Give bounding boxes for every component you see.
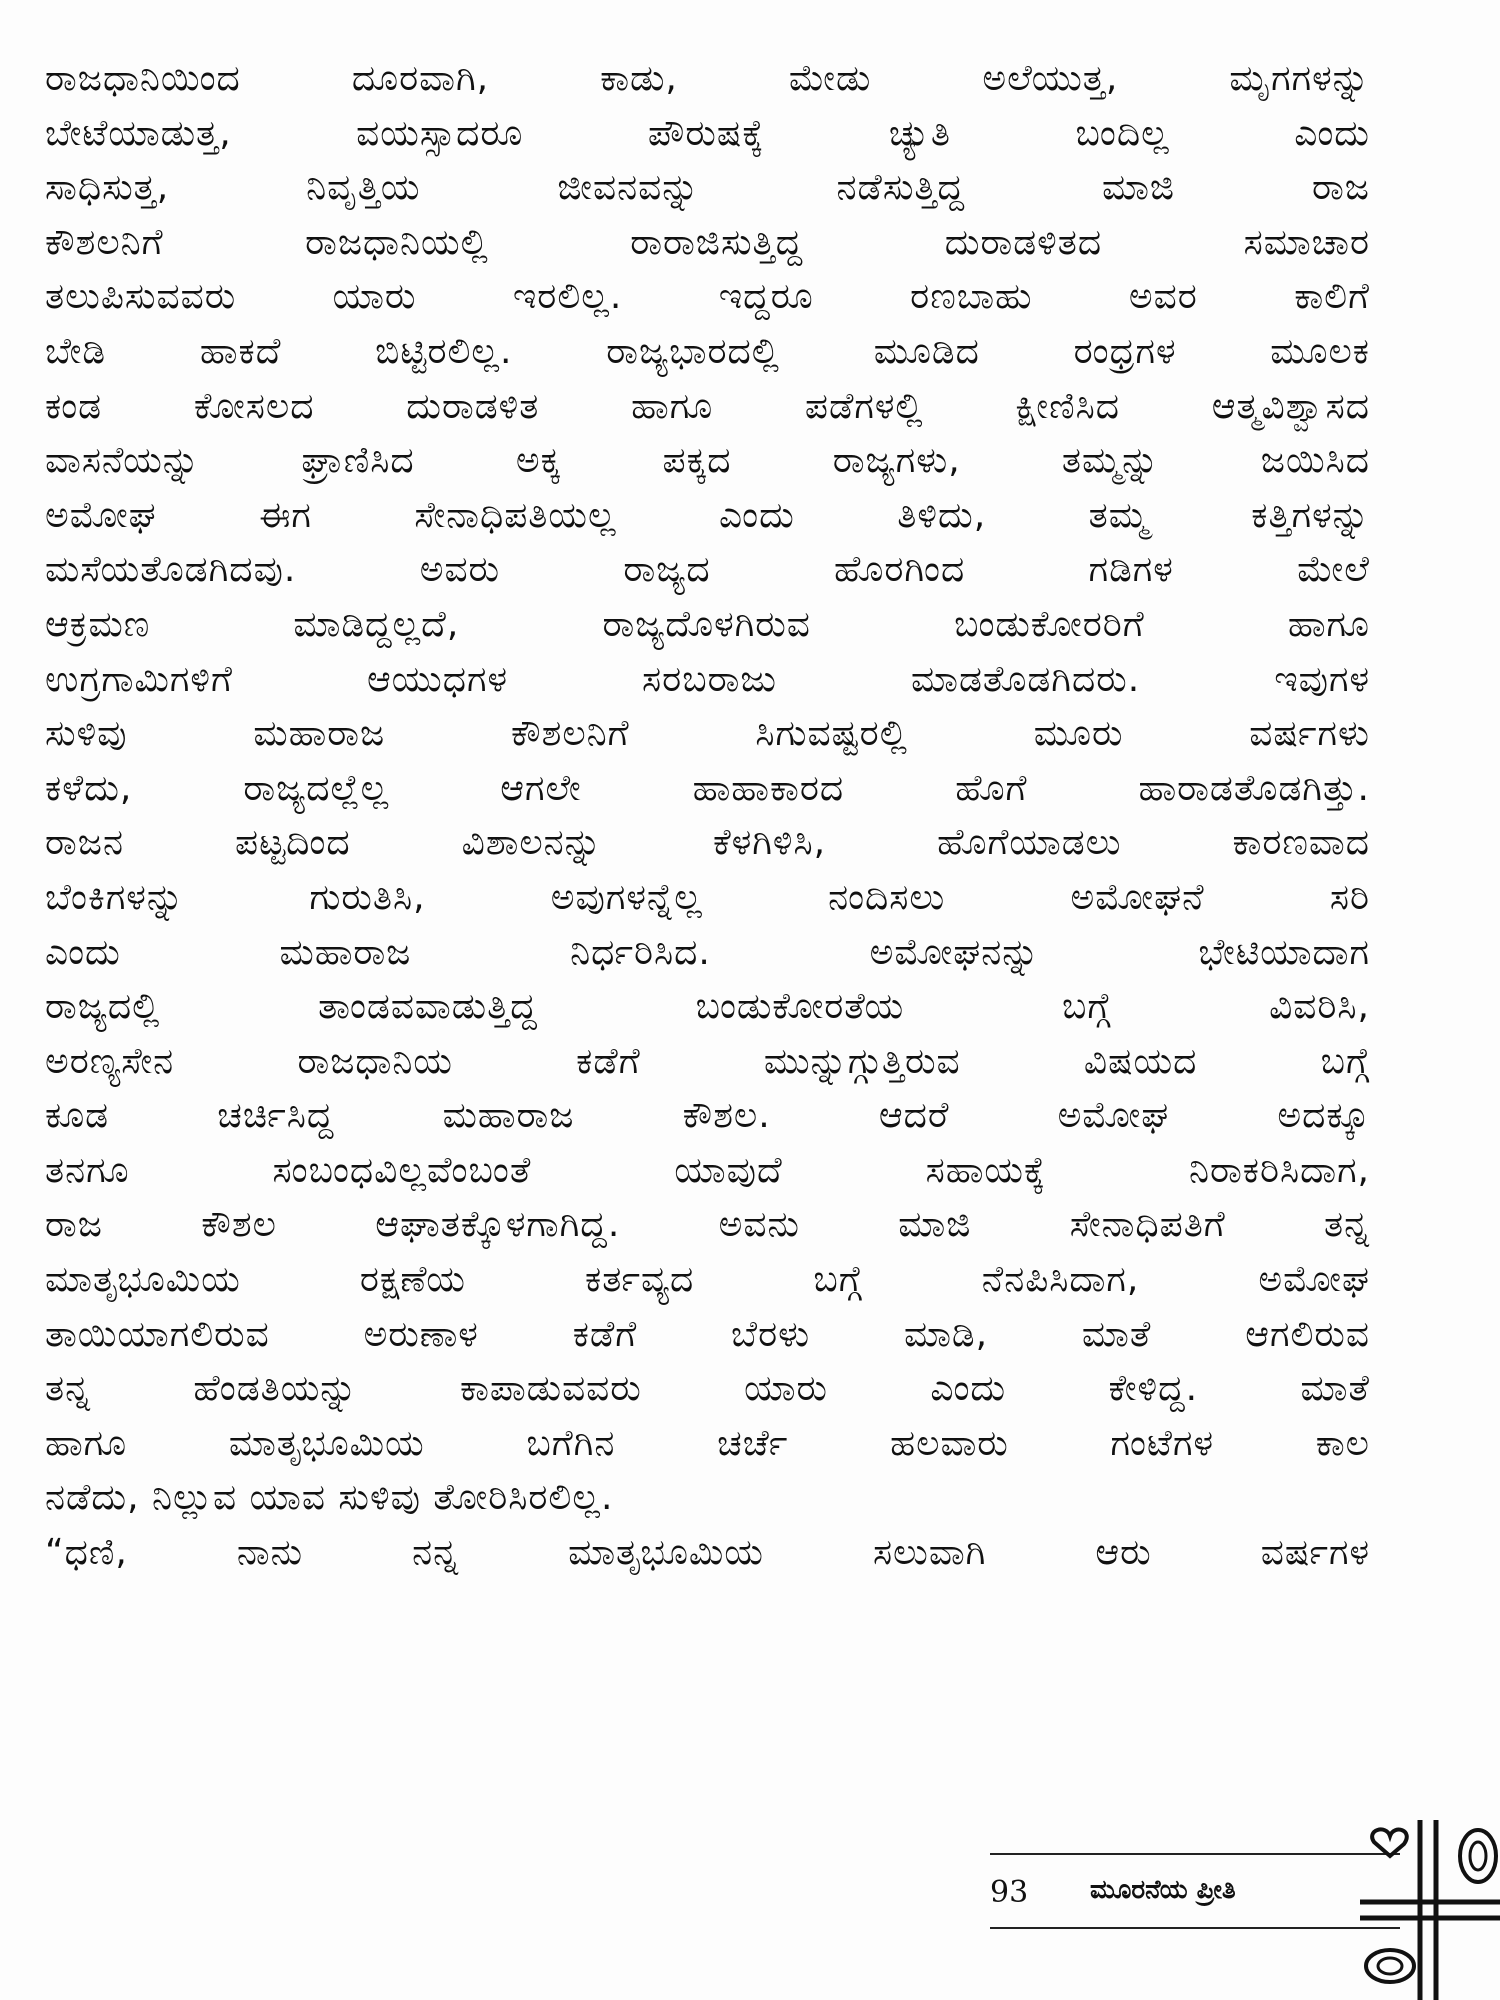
running-title: ಮೂರನೆಯ ಪ್ರೀತಿ	[1090, 1875, 1236, 1905]
text-line: ಆಕ್ರಮಣ ಮಾಡಿದ್ದಲ್ಲದೆ, ರಾಜ್ಯದೊಳಗಿರುವ ಬಂಡುಕೋರರಿಗೆ ಹಾಗೂ	[45, 603, 1370, 645]
text-line: ತನ್ನ ಹೆಂಡತಿಯನ್ನು ಕಾಪಾಡುವವರು ಯಾರು ಎಂದು ಕೇಳಿದ್ದ. ಮಾತೆ	[45, 1368, 1370, 1410]
text-line: ರಾಜ ಕೌಶಲ ಆಘಾತಕ್ಕೊಳಗಾಗಿದ್ದ. ಅವನು ಮಾಜಿ ಸೇನಾಧಿಪತಿಗೆ ತನ್ನ	[45, 1204, 1370, 1246]
text-line: ನಡೆದು, ನಿಲ್ಲುವ ಯಾವ ಸುಳಿವು ತೋರಿಸಿರಲಿಲ್ಲ.	[45, 1477, 614, 1519]
text-line: ಬೇಡಿ ಹಾಕದೆ ಬಿಟ್ಟಿರಲಿಲ್ಲ. ರಾಜ್ಯಭಾರದಲ್ಲಿ ಮೂಡಿದ ರಂಧ್ರಗಳ ಮೂಲಕ	[45, 330, 1370, 372]
text-line: ಬೆಂಕಿಗಳನ್ನು ಗುರುತಿಸಿ, ಅವುಗಳನ್ನೆಲ್ಲ ನಂದಿಸಲು ಅಮೋಘನೆ ಸರಿ	[45, 876, 1370, 918]
text-line: ರಾಜನ ಪಟ್ಟದಿಂದ ವಿಶಾಲನನ್ನು ಕೆಳಗಿಳಿಸಿ, ಹೊಗೆಯಾಡಲು ಕಾರಣವಾದ	[45, 822, 1370, 864]
text-line: ಅರಣ್ಯಸೇನ ರಾಜಧಾನಿಯ ಕಡೆಗೆ ಮುನ್ನುಗ್ಗುತ್ತಿರುವ ವಿಷಯದ ಬಗ್ಗೆ	[45, 1040, 1370, 1082]
text-line: ತಲುಪಿಸುವವರು ಯಾರು ಇರಲಿಲ್ಲ. ಇದ್ದರೂ ರಣಬಾಹು ಅವರ ಕಾಲಿಗೆ	[45, 276, 1370, 318]
text-line: ಬೇಟೆಯಾಡುತ್ತ, ವಯಸ್ಸಾದರೂ ಪೌರುಷಕ್ಕೆ ಚ್ಯುತಿ ಬಂದಿಲ್ಲ ಎಂದು	[45, 112, 1370, 154]
text-line: ಕಳೆದು, ರಾಜ್ಯದಲ್ಲೆಲ್ಲ ಆಗಲೇ ಹಾಹಾಕಾರದ ಹೊಗೆ ಹಾರಾಡತೊಡಗಿತ್ತು.	[45, 767, 1370, 809]
page-number: 93	[990, 1875, 1029, 1910]
text-line: ಸುಳಿವು ಮಹಾರಾಜ ಕೌಶಲನಿಗೆ ಸಿಗುವಷ್ಟರಲ್ಲಿ ಮೂರು ವರ್ಷಗಳು	[45, 713, 1370, 755]
text-line: ರಾಜ್ಯದಲ್ಲಿ ತಾಂಡವವಾಡುತ್ತಿದ್ದ ಬಂಡುಕೋರತೆಯ ಬಗ್ಗೆ ವಿವರಿಸಿ,	[45, 986, 1370, 1028]
text-line: ಕೌಶಲನಿಗೆ ರಾಜಧಾನಿಯಲ್ಲಿ ರಾರಾಜಿಸುತ್ತಿದ್ದ ದುರಾಡಳಿತದ ಸಮಾಚಾರ	[45, 221, 1370, 263]
text-line: ಸಾಧಿಸುತ್ತ, ನಿವೃತ್ತಿಯ ಜೀವನವನ್ನು ನಡೆಸುತ್ತಿದ್ದ ಮಾಜಿ ರಾಜ	[45, 167, 1370, 209]
text-line: ರಾಜಧಾನಿಯಿಂದ ದೂರವಾಗಿ, ಕಾಡು, ಮೇಡು ಅಲೆಯುತ್ತ, ಮೃಗಗಳನ್ನು	[45, 58, 1370, 99]
footer-rule-bottom	[990, 1927, 1400, 1929]
text-line: ತಾಯಿಯಾಗಲಿರುವ ಅರುಣಾಳ ಕಡೆಗೆ ಬೆರಳು ಮಾಡಿ, ಮಾತೆ ಆಗಲಿರುವ	[45, 1313, 1370, 1355]
footer-rule-top	[990, 1853, 1400, 1855]
body-text	[45, 52, 1370, 1581]
text-line: ಮಾತೃಭೂಮಿಯ ರಕ್ಷಣೆಯ ಕರ್ತವ್ಯದ ಬಗ್ಗೆ ನೆನಪಿಸಿದಾಗ, ಅಮೋಘ	[45, 1259, 1370, 1301]
ornament-icon	[1360, 1810, 1500, 2000]
text-line: ಮಸೆಯತೊಡಗಿದವು. ಅವರು ರಾಜ್ಯದ ಹೊರಗಿಂದ ಗಡಿಗಳ ಮೇಲೆ	[45, 549, 1370, 591]
text-line: ಕಂಡ ಕೋಸಲದ ದುರಾಡಳಿತ ಹಾಗೂ ಪಡೆಗಳಲ್ಲಿ ಕ್ಷೀಣಿಸಿದ ಆತ್ಮವಿಶ್ವಾಸದ	[45, 385, 1370, 427]
text-line: ಅಮೋಘ ಈಗ ಸೇನಾಧಿಪತಿಯಲ್ಲ ಎಂದು ತಿಳಿದು, ತಮ್ಮ ಕತ್ತಿಗಳನ್ನು	[45, 494, 1370, 536]
text-line: ಹಾಗೂ ಮಾತೃಭೂಮಿಯ ಬಗೆಗಿನ ಚರ್ಚೆ ಹಲವಾರು ಗಂಟೆಗಳ ಕಾಲ	[45, 1422, 1370, 1464]
text-line: ಕೂಡ ಚರ್ಚಿಸಿದ್ದ ಮಹಾರಾಜ ಕೌಶಲ. ಆದರೆ ಅಮೋಘ ಅದಕ್ಕೂ	[45, 1095, 1370, 1137]
page-footer	[990, 1835, 1400, 1955]
text-line: ತನಗೂ ಸಂಬಂಧವಿಲ್ಲವೆಂಬಂತೆ ಯಾವುದೆ ಸಹಾಯಕ್ಕೆ ನಿರಾಕರಿಸಿದಾಗ,	[45, 1149, 1370, 1191]
text-line: ಎಂದು ಮಹಾರಾಜ ನಿರ್ಧರಿಸಿದ. ಅಮೋಘನನ್ನು ಭೇಟಿಯಾದಾಗ	[45, 931, 1370, 973]
text-line: “ಧಣಿ, ನಾನು ನನ್ನ ಮಾತೃಭೂಮಿಯ ಸಲುವಾಗಿ ಆರು ವರ್ಷಗಳ	[45, 1532, 1370, 1574]
text-line: ವಾಸನೆಯನ್ನು ಘ್ರಾಣಿಸಿದ ಅಕ್ಕ ಪಕ್ಕದ ರಾಜ್ಯಗಳು, ತಮ್ಮನ್ನು ಜಯಿಸಿದ	[45, 440, 1370, 482]
text-line: ಉಗ್ರಗಾಮಿಗಳಿಗೆ ಆಯುಧಗಳ ಸರಬರಾಜು ಮಾಡತೊಡಗಿದರು. ಇವುಗಳ	[45, 658, 1370, 700]
